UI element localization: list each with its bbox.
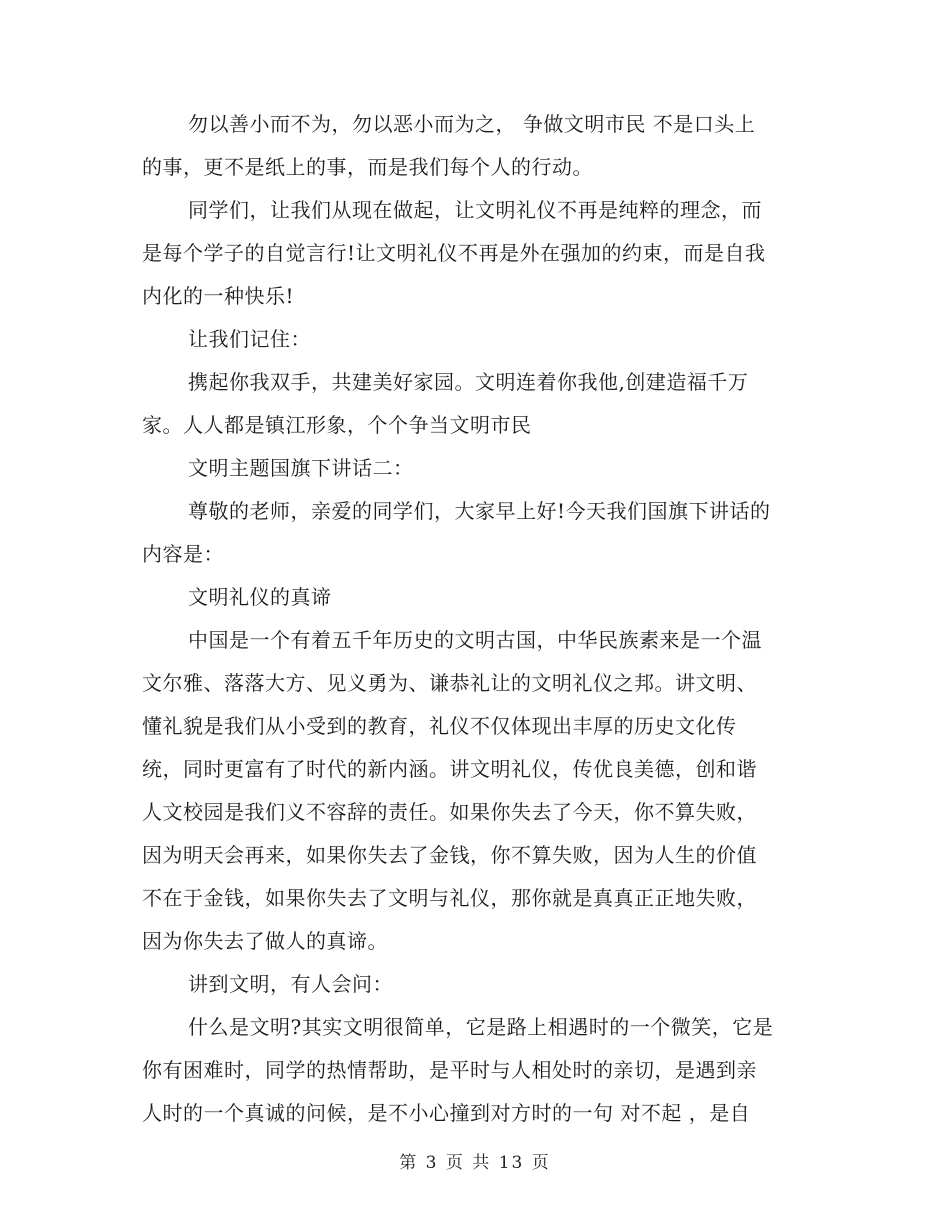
paragraph-line: 懂礼貌是我们从小受到的教育，礼仪不仅体现出丰厚的历史文化传 <box>142 714 737 738</box>
paragraph-line: 让我们记住： <box>188 327 311 351</box>
paragraph-line: 尊敬的老师，亲爱的同学们，大家早上好!今天我们国旗下讲话的 <box>188 499 771 523</box>
paragraph-line: 携起你我双手，共建美好家园。文明连着你我他,创建造福千万 <box>188 370 749 394</box>
paragraph-line: 因为明天会再来，如果你失去了金钱，你不算失败，因为人生的价值 <box>142 843 757 867</box>
body-text <box>142 103 810 1135</box>
paragraph-line: 家。人人都是镇江形象，个个争当文明市民 <box>142 413 532 437</box>
paragraph-line: 讲到文明，有人会问： <box>188 972 393 996</box>
paragraph-line: 勿以善小而不为，勿以恶小而为之， 争做文明市民 不是口头上 <box>188 112 756 136</box>
paragraph-line: 不在于金钱，如果你失去了文明与礼仪，那你就是真真正正地失败， <box>142 886 757 910</box>
speech-title: 文明礼仪的真谛 <box>188 585 332 609</box>
paragraph-line: 文尔雅、落落大方、见义勇为、谦恭礼让的文明礼仪之邦。讲文明、 <box>142 671 757 695</box>
paragraph-line: 内容是： <box>142 542 224 566</box>
paragraph-line: 是每个学子的自觉言行!让文明礼仪不再是外在强加的约束，而是自我 <box>142 241 766 265</box>
paragraph-line: 的事，更不是纸上的事，而是我们每个人的行动。 <box>142 155 593 179</box>
paragraph-line: 因为你失去了做人的真谛。 <box>142 929 388 953</box>
section-heading: 文明主题国旗下讲话二： <box>188 456 414 480</box>
paragraph-line: 你有困难时，同学的热情帮助，是平时与人相处时的亲切，是遇到亲 <box>142 1058 757 1082</box>
paragraph-line: 人文校园是我们义不容辞的责任。如果你失去了今天，你不算失败， <box>142 800 757 824</box>
paragraph-line: 什么是文明?其实文明很简单，它是路上相遇时的一个微笑，它是 <box>188 1015 774 1039</box>
paragraph-line: 统，同时更富有了时代的新内涵。讲文明礼仪，传优良美德，创和谐 <box>142 757 757 781</box>
paragraph-line: 内化的一种快乐! <box>142 284 295 308</box>
page-number-footer: 第 3 页 共 13 页 <box>399 1153 551 1173</box>
paragraph-line: 人时的一个真诚的问候，是不小心撞到对方时的一句 对不起 ，是自 <box>142 1101 751 1125</box>
paragraph-line: 同学们，让我们从现在做起，让文明礼仪不再是纯粹的理念，而 <box>188 198 762 222</box>
paragraph-line: 中国是一个有着五千年历史的文明古国，中华民族素来是一个温 <box>188 628 762 652</box>
